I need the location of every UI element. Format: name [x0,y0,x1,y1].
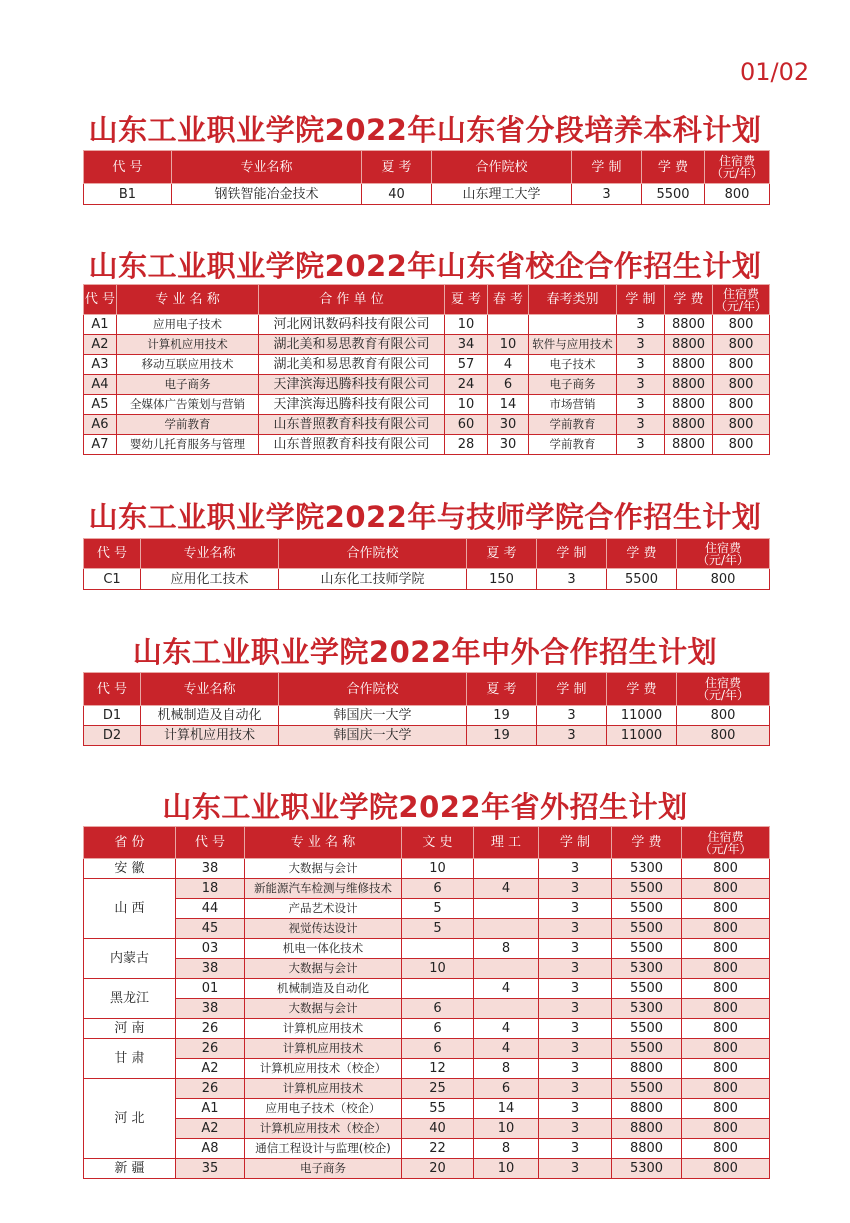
title-section-d: 山东工业职业学院2022年中外合作招生计划 [132,635,718,669]
page-number: 01/02 [740,58,810,86]
header-row [84,151,770,184]
table-cell: 4 [488,355,529,375]
table-cell [474,919,539,939]
table-cell: 6 [488,375,529,395]
table-cell: 5300 [612,999,682,1019]
table-row [84,1159,770,1179]
table-cell: 800 [705,184,770,205]
table-cell: D1 [84,706,141,726]
table-cell: 4 [474,979,539,999]
title-section-b: 山东工业职业学院2022年山东省分段培养本科计划 [88,113,762,147]
table-section-b [83,150,770,205]
table-cell: 30 [488,415,529,435]
table-cell: 电子技术 [529,355,617,375]
table-cell: 800 [682,1019,770,1039]
table-cell: 山东普照教育科技有限公司 [259,415,445,435]
table-row [84,899,770,919]
table-cell: 4 [474,879,539,899]
table-cell: A2 [84,335,117,355]
table-cell: 20 [402,1159,474,1179]
column-header: 住宿费 （元/年） [682,827,770,859]
column-header: 夏 考 [467,539,537,569]
table-cell: 计算机应用技术（校企） [245,1119,402,1139]
province-cell: 河 北 [84,1079,176,1159]
table-cell: 4 [474,1019,539,1039]
table-row [84,939,770,959]
table-cell: A2 [176,1119,245,1139]
table-cell: 软件与应用技术 [529,335,617,355]
table-cell: 5500 [612,919,682,939]
table-cell: 3 [617,335,665,355]
table-cell [474,859,539,879]
table-cell: 19 [467,726,537,746]
table-cell: 34 [445,335,488,355]
table-cell: 电子商务 [529,375,617,395]
table-row [84,415,770,435]
table-row [84,435,770,455]
table-cell: 800 [713,415,770,435]
table-cell: A1 [84,315,117,335]
table-cell: 25 [402,1079,474,1099]
table-section-d [83,672,770,746]
column-header: 住宿费 （元/年） [713,285,770,315]
column-header: 代 号 [84,673,141,706]
table-cell: 产品艺术设计 [245,899,402,919]
column-header: 学 费 [665,285,713,315]
table-cell: 电子商务 [245,1159,402,1179]
table-cell: 11000 [607,726,677,746]
table-row [84,375,770,395]
column-header: 学 制 [539,827,612,859]
table-cell: 800 [677,706,770,726]
table-cell [488,315,529,335]
table-cell: 河北网讯数码科技有限公司 [259,315,445,335]
table-row [84,1059,770,1079]
table-cell: 3 [537,726,607,746]
table-cell: 5300 [612,959,682,979]
table-row [84,1019,770,1039]
table-cell: 3 [539,1099,612,1119]
column-header: 理 工 [474,827,539,859]
table-cell [474,899,539,919]
table-cell: 800 [677,726,770,746]
column-header: 学 制 [537,673,607,706]
table-cell: 3 [539,879,612,899]
table-cell: 全媒体广告策划与营销 [117,395,259,415]
table-cell: 8800 [665,315,713,335]
table-cell: 计算机应用技术 [245,1039,402,1059]
table-cell: 韩国庆一大学 [279,706,467,726]
table-cell: 3 [539,1159,612,1179]
table-cell: A4 [84,375,117,395]
table-cell: 30 [488,435,529,455]
table-row [84,335,770,355]
table-cell: 38 [176,859,245,879]
table-cell: 8800 [665,355,713,375]
table-cell: 3 [539,1079,612,1099]
table-cell: 22 [402,1139,474,1159]
table-cell: 应用电子技术 [117,315,259,335]
table-row [84,1139,770,1159]
column-header: 代 号 [84,151,172,184]
column-header: 学 费 [612,827,682,859]
table-cell: 视觉传达设计 [245,919,402,939]
table-cell: 3 [539,1039,612,1059]
table-row [84,184,770,205]
table-cell: 5500 [612,899,682,919]
table-cell [402,979,474,999]
table-row [84,879,770,899]
table-cell: 10 [445,395,488,415]
table-cell: 800 [682,919,770,939]
table-cell: 8800 [612,1139,682,1159]
table-cell: 8800 [612,1119,682,1139]
table-row [84,959,770,979]
column-header: 合 作 单 位 [259,285,445,315]
table-cell: D2 [84,726,141,746]
column-header: 代 号 [84,539,141,569]
table-cell: 800 [682,1139,770,1159]
table-cell: 计算机应用技术（校企） [245,1059,402,1079]
table-cell: A3 [84,355,117,375]
table-cell: 5500 [642,184,705,205]
table-cell: 3 [539,939,612,959]
table-section-a [83,284,770,455]
table-cell: 5500 [612,939,682,959]
table-cell: 8800 [665,335,713,355]
title-section-out: 山东工业职业学院2022年省外招生计划 [162,790,688,824]
table-cell: 26 [176,1039,245,1059]
table-cell: 韩国庆一大学 [279,726,467,746]
table-section-c [83,538,770,590]
table-cell: 38 [176,999,245,1019]
column-header: 学 费 [607,539,677,569]
table-row [84,1119,770,1139]
column-header: 住宿费 （元/年） [705,151,770,184]
table-cell: 3 [617,355,665,375]
table-cell: 3 [539,919,612,939]
table-cell: 大数据与会计 [245,959,402,979]
table-cell: 3 [539,859,612,879]
table-cell: 8 [474,1059,539,1079]
table-cell: A2 [176,1059,245,1079]
table-cell: 800 [682,939,770,959]
table-cell: 婴幼儿托育服务与管理 [117,435,259,455]
table-cell: 大数据与会计 [245,859,402,879]
column-header: 代 号 [176,827,245,859]
table-cell: 800 [682,1079,770,1099]
table-row [84,1099,770,1119]
table-cell: 800 [682,1099,770,1119]
table-cell: 45 [176,919,245,939]
table-cell: 12 [402,1059,474,1079]
column-header: 文 史 [402,827,474,859]
table-cell: 湖北美和易思教育有限公司 [259,335,445,355]
table-cell: 湖北美和易思教育有限公司 [259,355,445,375]
table-cell: 3 [539,979,612,999]
table-cell: 14 [474,1099,539,1119]
title-section-a: 山东工业职业学院2022年山东省校企合作招生计划 [88,249,762,283]
table-cell: 18 [176,879,245,899]
table-cell: 3 [539,1139,612,1159]
table-cell: 800 [713,375,770,395]
table-cell: 8800 [665,415,713,435]
table-row [84,859,770,879]
table-cell: 55 [402,1099,474,1119]
table-cell: 800 [682,999,770,1019]
column-header: 合作院校 [279,673,467,706]
table-cell: 150 [467,569,537,590]
table-row [84,999,770,1019]
province-cell: 安 徽 [84,859,176,879]
table-row [84,1039,770,1059]
table-cell: 3 [617,315,665,335]
table-cell: 8800 [612,1099,682,1119]
table-cell: A7 [84,435,117,455]
table-cell [474,999,539,1019]
table-cell: 8800 [612,1059,682,1079]
province-cell: 甘 肃 [84,1039,176,1079]
table-cell: 山东化工技师学院 [279,569,467,590]
table-cell [474,959,539,979]
table-cell: 3 [539,959,612,979]
column-header: 学 制 [572,151,642,184]
column-header: 夏 考 [467,673,537,706]
table-cell: 学前教育 [529,435,617,455]
province-cell: 山 西 [84,879,176,939]
table-cell: 计算机应用技术 [117,335,259,355]
table-cell: 10 [402,959,474,979]
table-cell: 800 [713,435,770,455]
table-cell: 机械制造及自动化 [141,706,279,726]
table-cell: 03 [176,939,245,959]
table-cell: 通信工程设计与监理(校企) [245,1139,402,1159]
table-cell: 应用电子技术（校企） [245,1099,402,1119]
table-cell: 5 [402,919,474,939]
table-cell: 35 [176,1159,245,1179]
column-header: 春 考 [488,285,529,315]
column-header: 省 份 [84,827,176,859]
table-cell: 市场营销 [529,395,617,415]
column-header: 专 业 名 称 [117,285,259,315]
table-cell: 计算机应用技术 [141,726,279,746]
table-cell [529,315,617,335]
table-cell: 800 [713,335,770,355]
table-cell: 800 [682,859,770,879]
table-cell: 14 [488,395,529,415]
table-cell: 3 [539,1119,612,1139]
table-cell: 11000 [607,706,677,726]
table-cell: C1 [84,569,141,590]
table-cell: 机械制造及自动化 [245,979,402,999]
table-row [84,919,770,939]
table-cell: 大数据与会计 [245,999,402,1019]
table-row [84,979,770,999]
table-cell: 800 [713,315,770,335]
table-cell: 山东理工大学 [432,184,572,205]
table-cell: 26 [176,1079,245,1099]
table-cell: 8800 [665,375,713,395]
table-cell: 3 [537,706,607,726]
title-section-c: 山东工业职业学院2022年与技师学院合作招生计划 [88,500,762,534]
table-cell: 3 [539,1059,612,1079]
table-cell: 40 [362,184,432,205]
table-cell: 800 [713,355,770,375]
table-cell: B1 [84,184,172,205]
table-cell: 计算机应用技术 [245,1079,402,1099]
column-header: 夏 考 [445,285,488,315]
column-header: 学 费 [642,151,705,184]
table-row [84,1079,770,1099]
column-header: 学 制 [617,285,665,315]
table-cell: 800 [682,879,770,899]
table-cell: 38 [176,959,245,979]
table-cell: A6 [84,415,117,435]
column-header: 学 费 [607,673,677,706]
table-cell: 4 [474,1039,539,1059]
table-cell: 6 [402,1019,474,1039]
column-header: 专 业 名 称 [245,827,402,859]
header-row [84,285,770,315]
table-cell: 800 [677,569,770,590]
table-cell: 5 [402,899,474,919]
table-row [84,706,770,726]
table-row [84,569,770,590]
table-cell: A5 [84,395,117,415]
table-cell: 3 [617,415,665,435]
table-cell: 57 [445,355,488,375]
table-cell: 计算机应用技术 [245,1019,402,1039]
table-cell: 40 [402,1119,474,1139]
column-header: 住宿费 （元/年） [677,673,770,706]
table-cell: 26 [176,1019,245,1039]
table-cell: 10 [474,1119,539,1139]
table-cell: 新能源汽车检测与维修技术 [245,879,402,899]
column-header: 合作院校 [279,539,467,569]
table-cell: 机电一体化技术 [245,939,402,959]
table-cell: 3 [537,569,607,590]
table-cell: 8 [474,939,539,959]
table-cell: 3 [539,1019,612,1039]
table-cell: 5300 [612,859,682,879]
table-cell: 3 [572,184,642,205]
table-cell: 800 [682,979,770,999]
column-header: 学 制 [537,539,607,569]
table-row [84,726,770,746]
table-cell: 6 [402,1039,474,1059]
column-header: 春考类别 [529,285,617,315]
table-cell: 10 [488,335,529,355]
column-header: 夏 考 [362,151,432,184]
column-header: 专业名称 [141,539,279,569]
table-row [84,395,770,415]
table-cell: 8800 [665,435,713,455]
table-cell: 3 [617,395,665,415]
table-cell: 3 [617,435,665,455]
table-cell: 10 [445,315,488,335]
header-row [84,673,770,706]
column-header: 住宿费 （元/年） [677,539,770,569]
table-cell: 5500 [607,569,677,590]
table-cell: A8 [176,1139,245,1159]
table-cell: 应用化工技术 [141,569,279,590]
table-cell: 44 [176,899,245,919]
table-cell: 学前教育 [529,415,617,435]
header-row [84,827,770,859]
column-header: 专业名称 [141,673,279,706]
table-section-out [83,826,770,1179]
column-header: 专业名称 [172,151,362,184]
table-cell: 5500 [612,979,682,999]
table-cell: 5500 [612,879,682,899]
table-cell: 800 [682,1039,770,1059]
table-cell: 800 [682,899,770,919]
table-cell: 天津滨海迅腾科技有限公司 [259,395,445,415]
table-cell: 800 [713,395,770,415]
table-cell: 10 [474,1159,539,1179]
table-cell [402,939,474,959]
table-cell: 60 [445,415,488,435]
table-cell: 5500 [612,1079,682,1099]
province-cell: 内蒙古 [84,939,176,979]
table-cell: 6 [474,1079,539,1099]
province-cell: 新 疆 [84,1159,176,1179]
table-cell: 10 [402,859,474,879]
table-cell: 3 [617,375,665,395]
province-cell: 河 南 [84,1019,176,1039]
table-cell: 8 [474,1139,539,1159]
table-cell: 6 [402,879,474,899]
table-row [84,315,770,335]
header-row [84,539,770,569]
table-cell: 6 [402,999,474,1019]
table-cell: 3 [539,999,612,1019]
table-cell: 山东普照教育科技有限公司 [259,435,445,455]
table-cell: 电子商务 [117,375,259,395]
column-header: 合作院校 [432,151,572,184]
province-cell: 黑龙江 [84,979,176,1019]
table-cell: 5500 [612,1019,682,1039]
table-row [84,355,770,375]
table-cell: 学前教育 [117,415,259,435]
table-cell: 800 [682,1059,770,1079]
table-cell: 移动互联应用技术 [117,355,259,375]
table-cell: 5300 [612,1159,682,1179]
table-cell: 19 [467,706,537,726]
table-cell: 钢铁智能冶金技术 [172,184,362,205]
table-cell: 24 [445,375,488,395]
column-header: 代 号 [84,285,117,315]
table-cell: 28 [445,435,488,455]
table-cell: 8800 [665,395,713,415]
table-cell: 01 [176,979,245,999]
table-cell: 800 [682,1159,770,1179]
table-cell: 天津滨海迅腾科技有限公司 [259,375,445,395]
table-cell: 3 [539,899,612,919]
table-cell: 800 [682,959,770,979]
table-cell: 800 [682,1119,770,1139]
table-cell: A1 [176,1099,245,1119]
table-cell: 5500 [612,1039,682,1059]
